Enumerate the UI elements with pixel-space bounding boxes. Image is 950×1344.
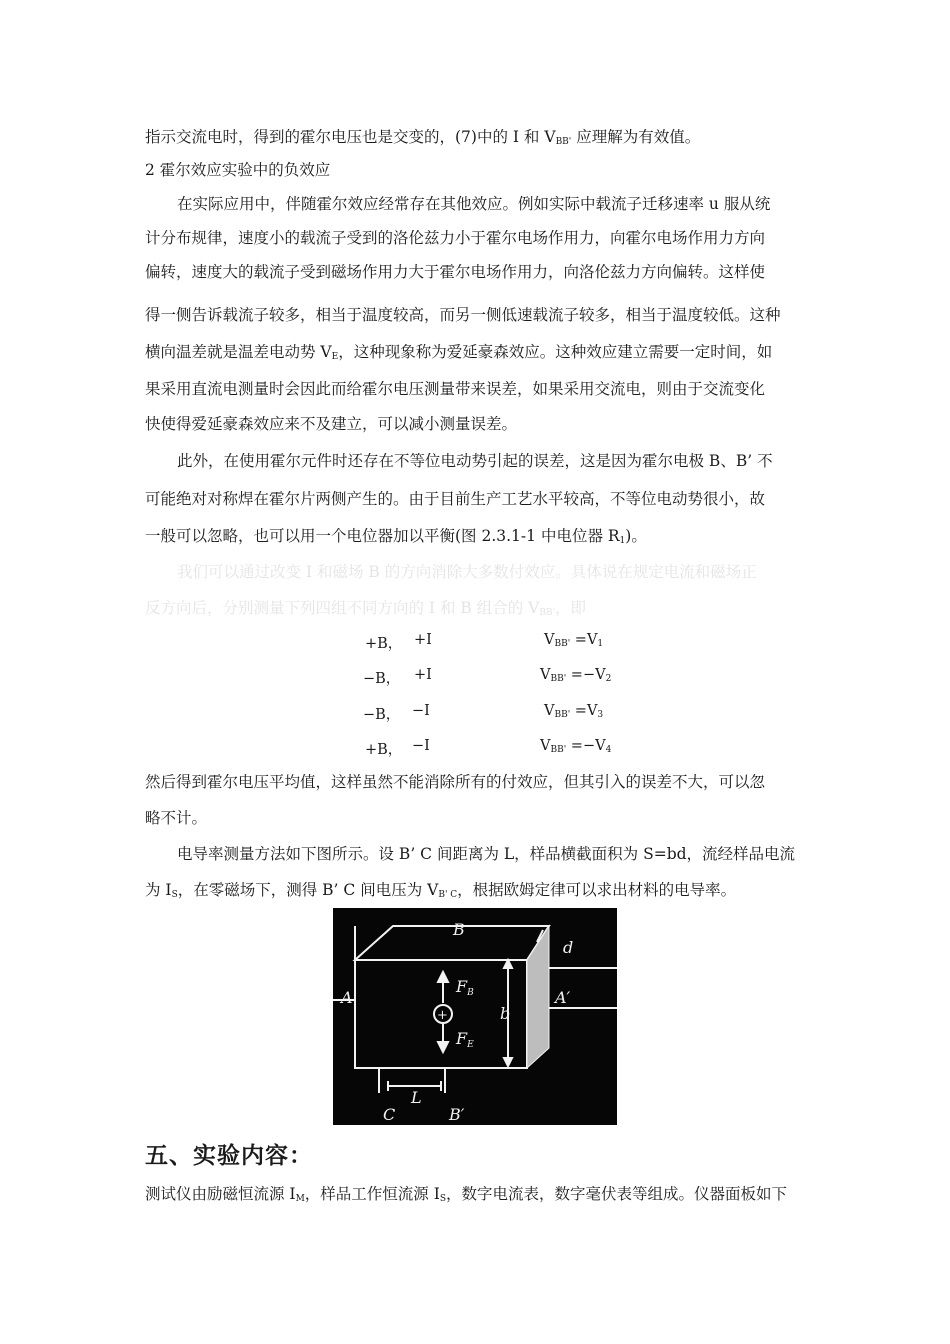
label-C: C xyxy=(383,1105,396,1124)
combo-i: −I xyxy=(412,738,430,754)
label-FB: FB xyxy=(456,977,474,998)
label-B-prime: B′ xyxy=(449,1105,465,1124)
text-line: 略不计。 xyxy=(145,809,208,827)
text-line: 为 $I_S$，在零磁场下，测得 B’ C 间电压为 $V_{B' C}$，根据欧姆定律可以求出材料的电导率。 xyxy=(145,881,737,900)
label-FE: FE xyxy=(456,1029,474,1050)
label-b: b xyxy=(500,1004,511,1023)
text-line: 果采用直流电测量时会因此而给霍尔电压测量带来误差，如果采用交流电，则由于交流变化 xyxy=(145,380,766,398)
text-line: 快使得爱延豪森效应来不及建立，可以减小测量误差。 xyxy=(145,415,518,433)
label-plus: + xyxy=(437,1008,448,1023)
combo-b: +B， xyxy=(365,742,403,758)
text-line: 一般可以忽略，也可以用一个电位器加以平衡(图 2.3.1-1 中电位器 $R_1$)。 xyxy=(145,527,647,546)
text-line: 可能绝对对称焊在霍尔片两侧产生的。由于目前生产工艺水平较高，不等位电动势很小，故 xyxy=(145,490,766,508)
faint-text-line: 我们可以通过改变 I 和磁场 B 的方向消除大多数付效应。具体说在规定电流和磁场正 xyxy=(177,563,757,581)
hall-sample-figure xyxy=(333,908,617,1125)
label-A: A xyxy=(341,988,353,1007)
combo-i: +I xyxy=(414,667,432,683)
section-title-2: 2 霍尔效应实验中的负效应 xyxy=(145,161,331,179)
text-line: 电导率测量方法如下图所示。设 B’ C 间距离为 L，样品横截面积为 S=bd，流经样品电流 xyxy=(177,845,796,863)
text-line: 得一侧告诉载流子较多，相当于温度较高，而另一侧低速载流子较多，相当于温度较低。这种 xyxy=(145,306,781,324)
faint-text-line: 反方向后，分别测量下列四组不同方向的 I 和 B 组合的 $V_{BB'}$，即 xyxy=(145,599,587,618)
text-line: 偏转，速度大的载流子受到磁场作用力大于霍尔电场作用力，向洛伦兹力方向偏转。这样使 xyxy=(145,263,766,281)
label-B: B xyxy=(453,920,465,939)
text-line: 测试仪由励磁恒流源 $I_M$，样品工作恒流源 $I_S$，数字电流表，数字毫伏表等组成。仪器面板如下 xyxy=(145,1185,788,1204)
text-line: 此外，在使用霍尔元件时还存在不等位电动势引起的误差，这是因为霍尔电极 B、B’ 不 xyxy=(177,452,773,470)
label-A-prime: A′ xyxy=(555,988,571,1007)
combo-v: $V_{BB'} =-V_4$ xyxy=(540,738,612,755)
text-line: 计分布规律，速度小的载流子受到的洛伦兹力小于霍尔电场作用力，向霍尔电场作用力方向 xyxy=(145,229,766,247)
text-line: 指示交流电时，得到的霍尔电压也是交变的，(7)中的 I 和 $V_{BB'}$ 应理解为有效值。 xyxy=(145,128,701,147)
hall-sample-diagram xyxy=(333,908,617,1125)
combo-b: +B， xyxy=(365,636,403,652)
label-d: d xyxy=(563,938,574,957)
combo-b: −B， xyxy=(363,671,401,687)
combo-i: −I xyxy=(412,703,430,719)
combo-i: +I xyxy=(414,632,432,648)
combo-v: $V_{BB'} =V_1$ xyxy=(544,632,604,649)
section-heading-5: 五、实验内容： xyxy=(145,1143,313,1169)
combo-v: $V_{BB'} =-V_2$ xyxy=(540,667,612,684)
text-line: 横向温差就是温差电动势 $V_E$，这种现象称为爱延豪森效应。这种效应建立需要一定时间，如 xyxy=(145,343,773,362)
combo-v: $V_{BB'} =V_3$ xyxy=(544,703,604,720)
combo-b: −B， xyxy=(363,707,401,723)
label-L: L xyxy=(411,1088,422,1107)
text-line: 在实际应用中，伴随霍尔效应经常存在其他效应。例如实际中载流子迁移速率 u 服从统 xyxy=(177,195,771,213)
text-line: 然后得到霍尔电压平均值，这样虽然不能消除所有的付效应，但其引入的误差不大，可以忽 xyxy=(145,773,766,791)
